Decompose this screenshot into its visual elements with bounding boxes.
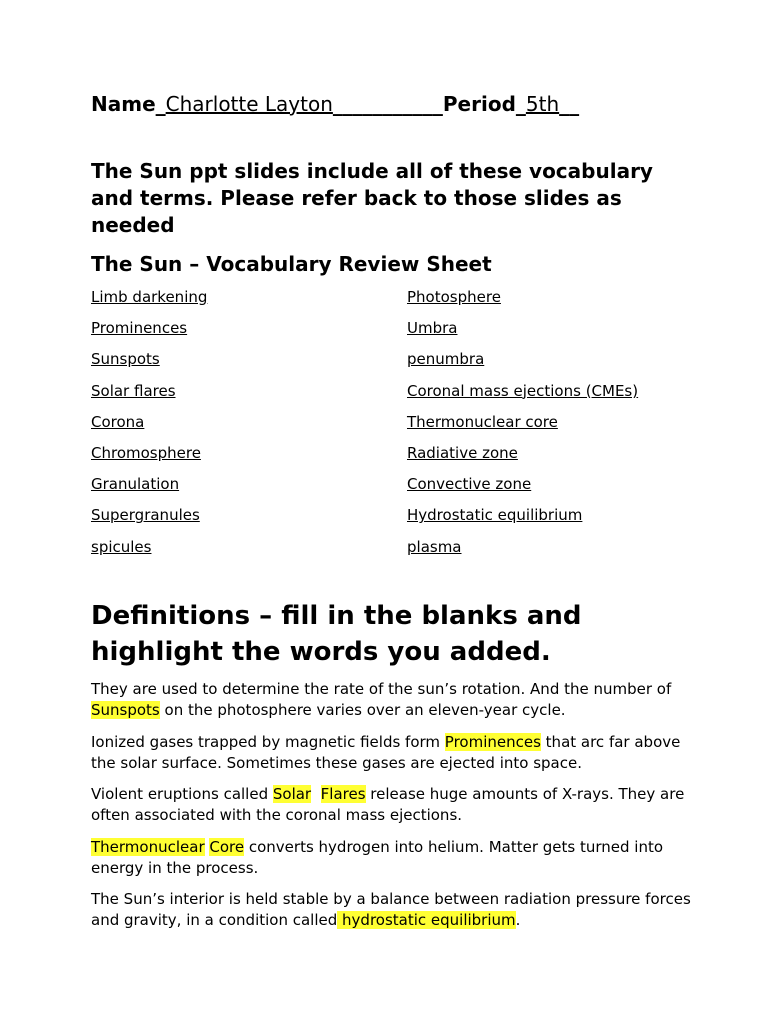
definitions-title: Definitions – fill in the blanks and highlight the words you added. [91, 601, 582, 667]
vocab-term: Chromosphere [91, 443, 201, 462]
vocab-term: Sunspots [91, 350, 160, 369]
definitions-list [91, 679, 691, 942]
definition-text: Ionized gases trapped by magnetic fields form [91, 732, 445, 751]
vocab-term: Prominences [91, 319, 188, 338]
definition-item [91, 784, 691, 826]
name-period-line [91, 92, 579, 116]
intro-text: The Sun ppt slides include all of these vocabulary and terms. Please refer back to those slides as needed [91, 159, 653, 237]
vocab-row [91, 538, 691, 569]
definition-text: converts hydrogen into helium. Matter gets turned into energy in the process. [91, 837, 664, 877]
period-label: Period_ [442, 92, 526, 116]
highlighted-answer: Flares [320, 785, 366, 803]
definition-spacer [311, 785, 321, 803]
vocab-term: Umbra [407, 319, 458, 338]
period-value: 5th [525, 92, 560, 116]
definition-item [91, 889, 691, 931]
vocab-row [91, 319, 691, 350]
vocab-row [91, 413, 691, 444]
definition-text: . [515, 911, 521, 929]
vocab-term: Radiative zone [407, 443, 518, 462]
vocab-term: Coronal mass ejections (CMEs) [407, 381, 639, 400]
highlighted-answer: Prominences [444, 732, 541, 751]
highlighted-answer: Sunspots [91, 701, 160, 719]
vocab-term: plasma [407, 537, 462, 556]
vocab-term: Supergranules [91, 506, 200, 525]
review-title: The Sun – Vocabulary Review Sheet [91, 252, 492, 276]
period-trail: __ [559, 92, 580, 116]
highlighted-answer: Solar [272, 785, 312, 803]
highlighted-answer: Core [209, 837, 245, 856]
highlighted-answer: Thermonuclear [91, 837, 205, 856]
student-name: Charlotte Layton [165, 92, 333, 116]
vocab-row [91, 382, 691, 413]
name-label: Name_ [91, 92, 166, 116]
definition-text: They are used to determine the rate of the sun’s rotation. And the number of [91, 680, 672, 698]
definition-text: on the photosphere varies over an eleven-year cycle. [159, 701, 566, 719]
vocab-row [91, 475, 691, 506]
vocab-term: Thermonuclear core [407, 412, 558, 431]
vocab-term: Limb darkening [91, 288, 208, 306]
vocab-term: spicules [91, 537, 152, 556]
definition-text: release huge amounts of X-rays. They are often associated with the coronal mass ejections. [91, 785, 685, 824]
vocab-row [91, 288, 691, 319]
definition-text: The Sun’s interior is held stable by a balance between radiation pressure forces and gravity, in a condition called [91, 890, 691, 929]
vocab-term: Corona [91, 412, 145, 431]
definition-item [91, 732, 691, 774]
vocab-term: Photosphere [407, 288, 501, 306]
vocab-term: Solar flares [91, 381, 176, 400]
definition-item [91, 837, 691, 879]
definition-item [91, 679, 691, 721]
highlighted-answer: hydrostatic equilibrium [337, 911, 516, 929]
vocab-list [91, 288, 691, 569]
name-trail: ___________ [332, 92, 443, 116]
definition-text: that arc far above the solar surface. Sometimes these gases are ejected into space. [91, 732, 681, 772]
definition-text: Violent eruptions called [91, 785, 273, 803]
vocab-row [91, 350, 691, 381]
vocab-row [91, 506, 691, 537]
vocab-row [91, 444, 691, 475]
vocab-term: Hydrostatic equilibrium [407, 506, 583, 525]
vocab-term: penumbra [407, 350, 485, 369]
vocab-term: Convective zone [407, 475, 532, 494]
vocab-term: Granulation [91, 475, 180, 494]
